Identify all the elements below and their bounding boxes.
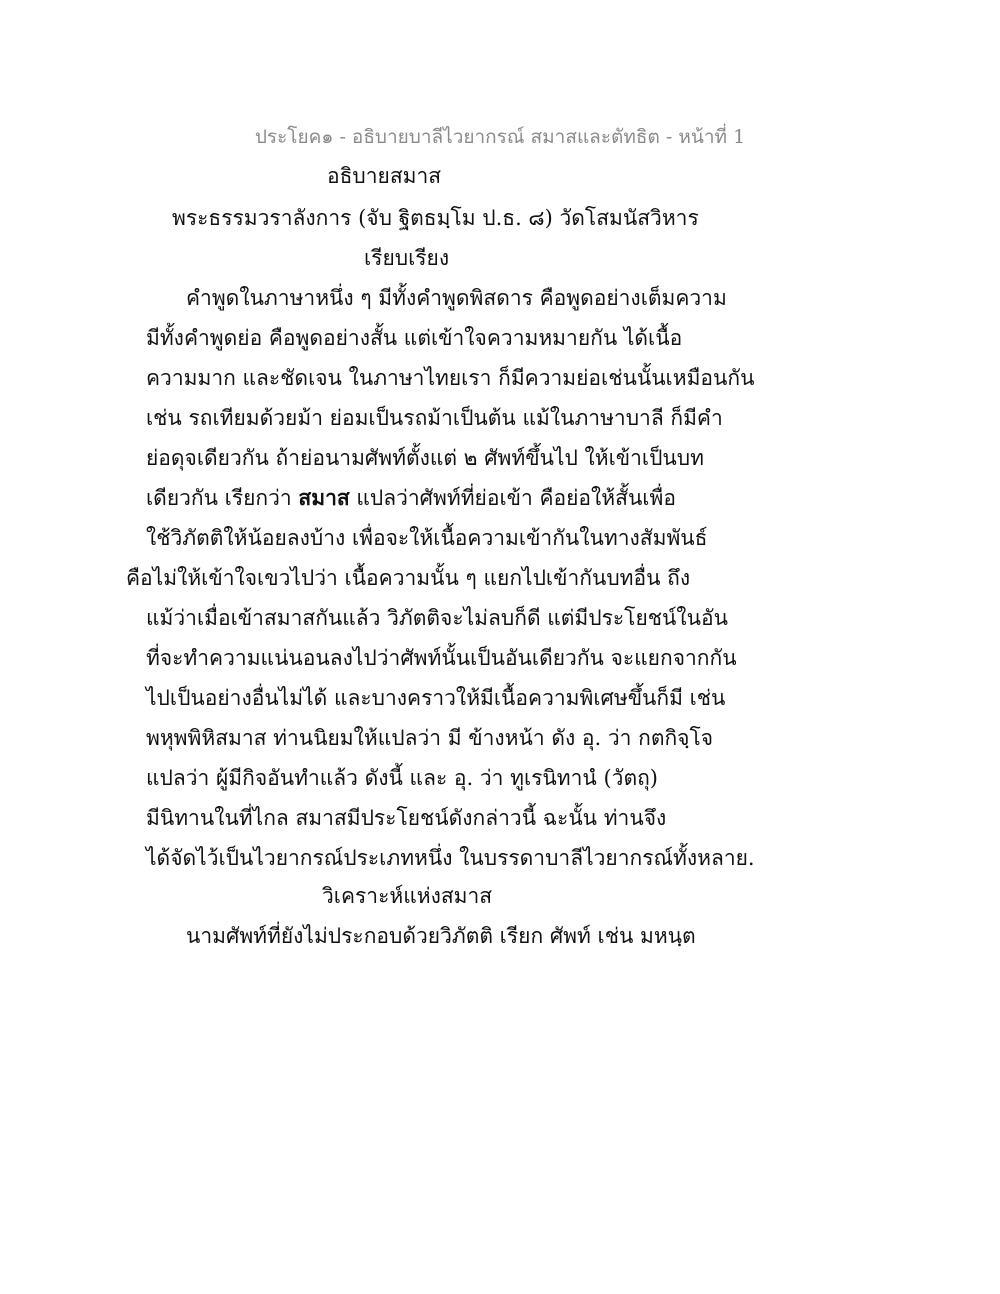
paragraph-line: เช่น รถเทียมด้วยม้า ย่อมเป็นรถม้าเป็นต้น แม้ในภาษาบาลี ก็มีคำ bbox=[146, 406, 723, 430]
paragraph-line: ย่อดุจเดียวกัน ถ้าย่อนามศัพท์ตั้งแต่ ๒ ศัพท์ขึ้นไป ให้เข้าเป็นบท bbox=[146, 446, 704, 470]
paragraph-line: ความมาก และชัดเจน ในภาษาไทยเรา ก็มีความย่อเช่นนั้นเหมือนกัน bbox=[146, 366, 755, 390]
paragraph-line: ที่จะทำความแน่นอนลงไปว่าศัพท์นั้นเป็นอันเดียวกัน จะแยกจากกัน bbox=[146, 646, 737, 670]
paragraph-line: ไปเป็นอย่างอื่นไม่ได้ และบางคราวให้มีเนื้อความพิเศษขึ้นก็มี เช่น bbox=[146, 686, 726, 710]
paragraph-line: คำพูดในภาษาหนึ่ง ๆ มีทั้งคำพูดพิสดาร คือพูดอย่างเต็มความ bbox=[186, 286, 727, 310]
running-header: ประโยค๑ - อธิบายบาลีไวยากรณ์ สมาสและตัทธิต - หน้าที่ 1 bbox=[254, 126, 746, 148]
paragraph-line: มีทั้งคำพูดย่อ คือพูดอย่างสั้น แต่เข้าใจความหมายกัน ได้เนื้อ bbox=[146, 326, 683, 350]
line-text: แปลว่าศัพท์ที่ย่อเข้า คือย่อให้สั้นเพื่อ bbox=[349, 486, 676, 510]
line-text: เดียวกัน เรียกว่า bbox=[146, 486, 299, 510]
compiled-label: เรียบเรียง bbox=[364, 246, 450, 270]
paragraph-line bbox=[146, 482, 676, 515]
bold-term: สมาส bbox=[298, 485, 350, 510]
paragraph-line: คือไม่ให้เข้าใจเขวไปว่า เนื้อความนั้น ๆ แยกไปเข้ากันบทอื่น ถึง bbox=[126, 566, 691, 590]
paragraph-line: มีนิทานในที่ไกล สมาสมีประโยชน์ดังกล่าวนี้ ฉะนั้น ท่านจึง bbox=[146, 806, 667, 830]
paragraph-line: แม้ว่าเมื่อเข้าสมาสกันแล้ว วิภัตติจะไม่ลบก็ดี แต่มีประโยชน์ในอัน bbox=[146, 606, 728, 630]
paragraph-line: พหุพพิหิสมาส ท่านนิยมให้แปลว่า มี ข้างหน้า ดัง อุ. ว่า กตกิจฺโจ bbox=[146, 726, 714, 750]
paragraph-line: ได้จัดไว้เป็นไวยากรณ์ประเภทหนึ่ง ในบรรดาบาลีไวยากรณ์ทั้งหลาย. bbox=[146, 846, 755, 870]
author-line: พระธรรมวราลังการ (จับ ฐิตธมฺโม ป.ธ. ๘) วัดโสมนัสวิหาร bbox=[172, 206, 699, 230]
page-title: อธิบายสมาส bbox=[327, 164, 442, 188]
paragraph-line: ใช้วิภัตติให้น้อยลงบ้าง เพื่อจะให้เนื้อความเข้ากันในทางสัมพันธ์ bbox=[146, 526, 708, 550]
paragraph-line: แปลว่า ผู้มีกิจอันทำแล้ว ดังนี้ และ อุ. ว่า ทูเรนิทานํ (วัตถุ) bbox=[146, 766, 658, 790]
section-title: วิเคราะห์แห่งสมาส bbox=[322, 884, 493, 908]
paragraph-line: นามศัพท์ที่ยังไม่ประกอบด้วยวิภัตติ เรียก ศัพท์ เช่น มหนฺต bbox=[186, 924, 696, 948]
